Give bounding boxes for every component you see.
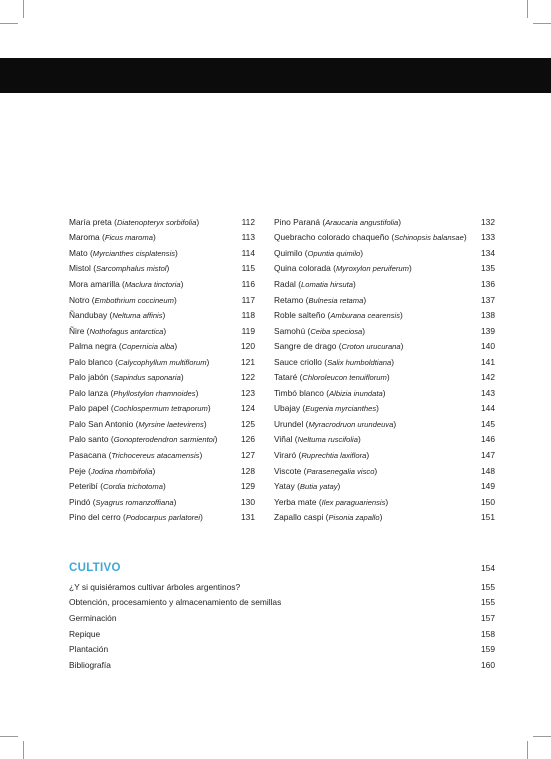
species-scientific-name: Copernicia alba: [121, 342, 175, 352]
species-common-name: Pino del cerro: [69, 512, 121, 523]
page-number: 125: [241, 418, 255, 429]
species-common-name: Pino Paraná: [274, 216, 321, 227]
page-number: 141: [481, 356, 495, 367]
toc-entry[interactable]: Palo blanco (Calycophyllum multiflorum) 121: [69, 356, 255, 367]
page-number: 136: [481, 278, 495, 289]
species-scientific-name: Bulnesia retama: [308, 295, 364, 305]
crop-mark: [23, 0, 24, 18]
species-common-name: Pindó: [69, 496, 91, 507]
page-number: 158: [481, 628, 495, 639]
species-scientific-name: Opuntia quimilo: [307, 248, 361, 258]
toc-entry[interactable]: Yatay (Butia yatay) 149: [274, 481, 495, 492]
crop-mark: [0, 736, 18, 737]
toc-entry[interactable]: Palo papel (Cochlospermum tetraporum) 124: [69, 403, 255, 414]
toc-entry[interactable]: Pino Paraná (Araucaria angustifolia) 132: [274, 216, 495, 227]
toc-entry[interactable]: Quebracho colorado chaqueño (Schinopsis balansae) 133: [274, 232, 495, 243]
species-common-name: Palo jabón: [69, 372, 109, 383]
species-common-name: Retamo: [274, 294, 304, 305]
toc-entry[interactable]: Palo santo (Gonopterodendron sarmientoi) 126: [69, 434, 255, 445]
toc-entry[interactable]: Ubajay (Eugenia myrcianthes) 144: [274, 403, 495, 414]
page-number: 120: [241, 341, 255, 352]
page-number: 149: [481, 481, 495, 492]
page-number: 132: [481, 216, 495, 227]
species-scientific-name: Schinopsis balansae: [394, 233, 464, 243]
species-scientific-name: Pisonia zapallo: [328, 513, 380, 523]
species-common-name: Samohú: [274, 325, 306, 336]
species-scientific-name: Butia yatay: [299, 482, 338, 492]
toc-entry[interactable]: [69, 610, 495, 626]
species-scientific-name: Calycophyllum multiflorum: [117, 357, 207, 367]
toc-entry[interactable]: Palo lanza (Phyllostylon rhamnoides) 123: [69, 387, 255, 398]
toc-entry[interactable]: Retamo (Bulnesia retama) 137: [274, 294, 495, 305]
species-scientific-name: Cochlospermum tetraporum: [113, 404, 208, 414]
page-number: 159: [481, 644, 495, 655]
section-title: CULTIVO: [69, 562, 121, 574]
page-number: 135: [481, 263, 495, 274]
species-common-name: Quimilo: [274, 247, 303, 258]
toc-entry[interactable]: Tataré (Chloroleucon tenuiflorum) 142: [274, 372, 495, 383]
species-scientific-name: Embothrium coccineum: [94, 295, 174, 305]
cultivo-section: [69, 562, 495, 673]
species-common-name: Palo blanco: [69, 356, 113, 367]
toc-entry[interactable]: Peje (Jodina rhombifolia) 128: [69, 465, 255, 476]
species-common-name: Notro: [69, 294, 90, 305]
species-scientific-name: Cordia trichotoma: [103, 482, 163, 492]
species-scientific-name: Podocarpus parlatorei: [125, 513, 201, 523]
species-common-name: Yatay: [274, 481, 295, 492]
species-common-name: Peje: [69, 465, 86, 476]
species-common-name: Zapallo caspi: [274, 512, 324, 523]
toc-entry[interactable]: Pino del cerro (Podocarpus parlatorei) 131: [69, 512, 255, 523]
species-common-name: Ubajay: [274, 403, 301, 414]
toc-entry[interactable]: Mistol (Sarcomphalus mistol) 115: [69, 263, 255, 274]
species-common-name: Sauce criollo: [274, 356, 322, 367]
toc-entry[interactable]: Urundel (Myracrodruon urundeuva) 145: [274, 418, 495, 429]
species-scientific-name: Myracrodruon urundeuva: [308, 419, 394, 429]
species-common-name: Ñire: [69, 325, 85, 336]
page-number: 122: [241, 372, 255, 383]
species-scientific-name: Ceiba speciosa: [310, 326, 363, 336]
page-number: 126: [241, 434, 255, 445]
species-scientific-name: Maclura tinctoria: [124, 279, 181, 289]
species-common-name: Roble salteño: [274, 310, 326, 321]
species-common-name: Palo papel: [69, 403, 109, 414]
page-number: 117: [241, 294, 255, 305]
species-scientific-name: Diatenopteryx sorbifolia: [116, 217, 197, 227]
toc-entry[interactable]: Palo jabón (Sapindus saponaria) 122: [69, 372, 255, 383]
page-number: 134: [481, 247, 495, 258]
species-scientific-name: Ficus maroma: [104, 233, 153, 243]
species-scientific-name: Gonopterodendron sarmientoi: [113, 435, 215, 445]
toc-entry[interactable]: Mora amarilla (Maclura tinctoria) 116: [69, 278, 255, 289]
toc-entry[interactable]: [69, 595, 495, 611]
crop-mark: [533, 736, 551, 737]
species-scientific-name: Sarcomphalus mistol: [96, 264, 167, 274]
species-common-name: Maroma: [69, 232, 103, 243]
entry-label: Plantación: [69, 644, 109, 655]
page-number: 128: [241, 465, 255, 476]
species-common-name: Viraró: [274, 449, 297, 460]
entry-label: Bibliografía: [69, 659, 111, 670]
crop-mark: [527, 741, 528, 759]
page-number: 151: [481, 512, 495, 523]
species-common-name: Pasacana: [69, 449, 107, 460]
toc-entry[interactable]: [69, 657, 495, 673]
toc-entry[interactable]: Zapallo caspi (Pisonia zapallo) 151: [274, 512, 495, 523]
species-scientific-name: Sapindus saponaria: [113, 373, 181, 383]
species-scientific-name: Parasenegalia visco: [306, 466, 375, 476]
toc-entry[interactable]: Maroma (Ficus maroma) 113: [69, 232, 255, 243]
page-number: 148: [481, 465, 495, 476]
page-number: 118: [241, 310, 255, 321]
page-number: 144: [481, 403, 495, 414]
page-number: 130: [241, 496, 255, 507]
page-number: 155: [481, 597, 495, 608]
species-scientific-name: Neltuma ruscifolia: [297, 435, 358, 445]
toc-entry[interactable]: Mato (Myrcianthes cisplatensis) 114: [69, 247, 255, 258]
page-number: 155: [481, 581, 495, 592]
species-scientific-name: Ruprechtia laxiflora: [301, 450, 367, 460]
toc-entry[interactable]: Pindó (Syagrus romanzoffiana) 130: [69, 496, 255, 507]
toc-entry[interactable]: Roble salteño (Amburana cearensis) 138: [274, 310, 495, 321]
species-scientific-name: Croton urucurana: [341, 342, 401, 352]
page-number: 145: [481, 418, 495, 429]
page-number: 142: [481, 372, 495, 383]
page-number: 138: [481, 310, 495, 321]
species-common-name: Sangre de drago: [274, 341, 337, 352]
page-number: 140: [481, 341, 495, 352]
entry-label: Repique: [69, 628, 101, 639]
section-heading[interactable]: [69, 562, 495, 579]
toc-entry[interactable]: Pasacana (Trichocereus atacamensis) 127: [69, 449, 255, 460]
toc-entry[interactable]: Viscote (Parasenegalia visco) 148: [274, 465, 495, 476]
species-scientific-name: Phyllostylon rhamnoides: [113, 388, 196, 398]
species-scientific-name: Syagrus romanzoffiana: [95, 497, 174, 507]
page-number: 129: [241, 481, 255, 492]
toc-entry[interactable]: Palo San Antonio (Myrsine laetevirens) 125: [69, 418, 255, 429]
toc-entry[interactable]: Viñal (Neltuma ruscifolia) 146: [274, 434, 495, 445]
page-number: 157: [481, 612, 495, 623]
species-common-name: Palo lanza: [69, 387, 109, 398]
crop-mark: [533, 23, 551, 24]
toc-entry[interactable]: Viraró (Ruprechtia laxiflora) 147: [274, 449, 495, 460]
species-scientific-name: Myrcianthes cisplatensis: [92, 248, 176, 258]
page-number: 133: [481, 232, 495, 243]
crop-mark: [527, 0, 528, 18]
species-common-name: Timbó blanco: [274, 387, 324, 398]
toc-entry[interactable]: Quimilo (Opuntia quimilo) 134: [274, 247, 495, 258]
species-scientific-name: Ilex paraguariensis: [321, 497, 386, 507]
species-common-name: Palma negra: [69, 341, 117, 352]
page-number: 146: [481, 434, 495, 445]
species-common-name: Tataré: [274, 372, 298, 383]
species-scientific-name: Chloroleucon tenuiflorum: [302, 373, 387, 383]
species-scientific-name: Amburana cearensis: [330, 311, 400, 321]
species-common-name: Palo santo: [69, 434, 109, 445]
page-number: 127: [241, 449, 255, 460]
species-scientific-name: Lomatia hirsuta: [301, 279, 353, 289]
species-common-name: Peteribí: [69, 481, 98, 492]
page-number: 112: [241, 216, 255, 227]
page-number: 147: [481, 449, 495, 460]
species-common-name: Radal: [274, 278, 296, 289]
entry-label: Germinación: [69, 612, 117, 623]
toc-entry[interactable]: Samohú (Ceiba speciosa) 139: [274, 325, 495, 336]
species-scientific-name: Trichocereus atacamensis: [111, 450, 200, 460]
species-common-name: Yerba mate: [274, 496, 317, 507]
toc-entry[interactable]: Yerba mate (Ilex paraguariensis) 150: [274, 496, 495, 507]
crop-mark: [0, 23, 18, 24]
page-number: 131: [241, 512, 255, 523]
species-common-name: Quebracho colorado chaqueño: [274, 232, 390, 243]
toc-entry[interactable]: Quina colorada (Myroxylon peruiferum) 135: [274, 263, 495, 274]
toc-column-left: [69, 214, 255, 525]
page-number: 121: [241, 356, 255, 367]
species-common-name: Viscote: [274, 465, 302, 476]
species-scientific-name: Myroxylon peruiferum: [335, 264, 409, 274]
species-scientific-name: Salix humboldtiana: [327, 357, 392, 367]
toc-entry[interactable]: Timbó blanco (Albizia inundata) 143: [274, 387, 495, 398]
species-common-name: Mato: [69, 247, 88, 258]
species-scientific-name: Jodina rhombifolia: [90, 466, 153, 476]
toc-entry[interactable]: Ñandubay (Neltuma affinis) 118: [69, 310, 255, 321]
toc-entry[interactable]: Radal (Lomatia hirsuta) 136: [274, 278, 495, 289]
species-common-name: Viñal: [274, 434, 293, 445]
header-band: [0, 58, 551, 93]
toc-entry[interactable]: [69, 626, 495, 642]
page-number: 116: [241, 278, 255, 289]
species-common-name: Urundel: [274, 418, 304, 429]
page-number: 143: [481, 387, 495, 398]
species-common-name: Mistol: [69, 263, 91, 274]
species-scientific-name: Neltuma affinis: [112, 311, 163, 321]
entry-label: ¿Y si quisiéramos cultivar árboles argentinos?: [69, 581, 241, 592]
species-common-name: Palo San Antonio: [69, 418, 134, 429]
page-number: 137: [481, 294, 495, 305]
toc-entry[interactable]: [69, 641, 495, 657]
page-number: 150: [481, 496, 495, 507]
species-scientific-name: Eugenia myrcianthes: [305, 404, 377, 414]
toc-entry[interactable]: Ñire (Nothofagus antarctica) 119: [69, 325, 255, 336]
toc-entry[interactable]: Peteribí (Cordia trichotoma) 129: [69, 481, 255, 492]
entry-label: Obtención, procesamiento y almacenamiento de semillas: [69, 597, 282, 608]
page-number: 115: [241, 263, 255, 274]
page-number: 160: [481, 659, 495, 670]
page-number: 124: [241, 403, 255, 414]
species-scientific-name: Nothofagus antarctica: [89, 326, 164, 336]
toc-entry[interactable]: Sauce criollo (Salix humboldtiana) 141: [274, 356, 495, 367]
toc-entry[interactable]: [69, 579, 495, 595]
species-common-name: Ñandubay: [69, 310, 108, 321]
toc-entry[interactable]: Palma negra (Copernicia alba) 120: [69, 341, 255, 352]
page-number: 123: [241, 387, 255, 398]
toc-column-right: [274, 214, 495, 525]
page-number: 113: [241, 232, 255, 243]
page-number: 139: [481, 325, 495, 336]
species-scientific-name: Araucaria angustifolia: [325, 217, 399, 227]
page-number: 114: [241, 247, 255, 258]
crop-mark: [23, 741, 24, 759]
page-number: 119: [241, 325, 255, 336]
page-number: 154: [481, 563, 495, 573]
species-common-name: Mora amarilla: [69, 278, 120, 289]
species-scientific-name: Myrsine laetevirens: [138, 419, 204, 429]
toc-entry[interactable]: Notro (Embothrium coccineum) 117: [69, 294, 255, 305]
toc-entry[interactable]: María preta (Diatenopteryx sorbifolia) 112: [69, 216, 255, 227]
species-scientific-name: Albizia inundata: [329, 388, 383, 398]
species-common-name: María preta: [69, 216, 112, 227]
species-common-name: Quina colorada: [274, 263, 331, 274]
toc-entry[interactable]: Sangre de drago (Croton urucurana) 140: [274, 341, 495, 352]
